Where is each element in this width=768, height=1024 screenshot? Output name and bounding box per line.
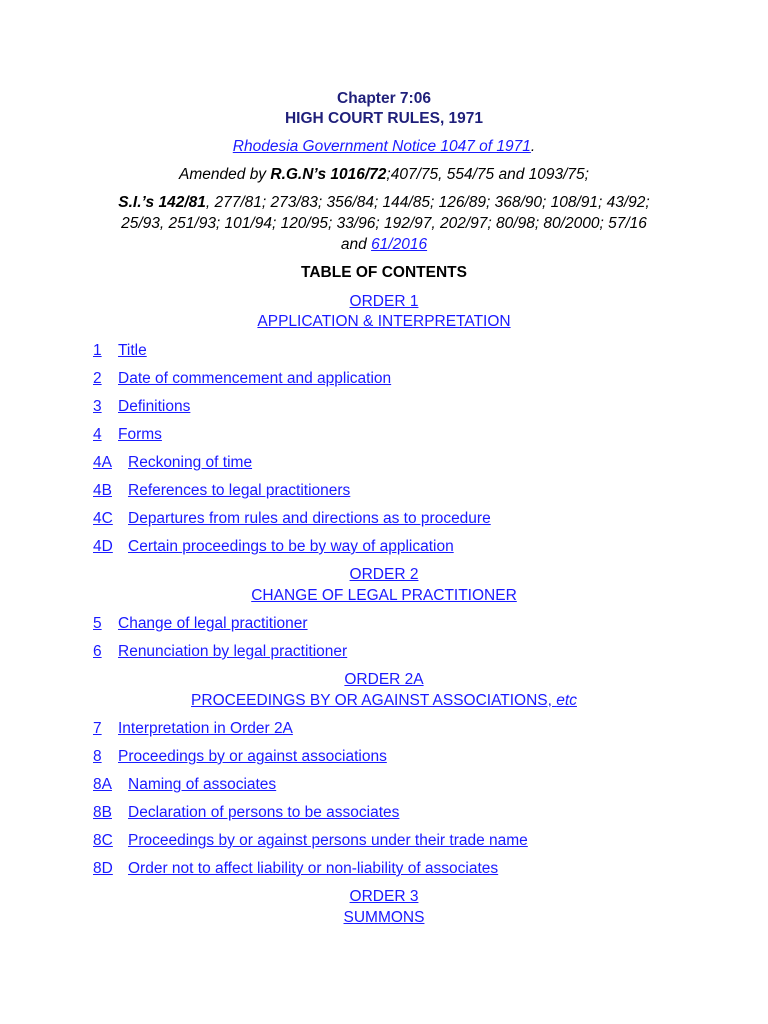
- toc-item-number[interactable]: 4B: [93, 482, 112, 499]
- order-2-link[interactable]: ORDER 2: [349, 566, 419, 583]
- toc-item: [93, 860, 499, 878]
- toc-item-title[interactable]: Declaration of persons to be associates: [128, 804, 400, 821]
- toc-item-title[interactable]: Certain proceedings to be by way of application: [128, 538, 454, 555]
- toc-item-number[interactable]: 8B: [93, 804, 112, 821]
- toc-item: [93, 776, 277, 794]
- toc-item-number[interactable]: 7: [93, 720, 102, 737]
- order-2a-title-etc: etc: [556, 692, 577, 709]
- order-2-title: [0, 587, 768, 605]
- toc-item: [93, 832, 528, 850]
- order-2a-title-link[interactable]: [191, 692, 577, 709]
- toc-item: [93, 342, 147, 360]
- order-3-title: [0, 909, 768, 927]
- toc-item-title[interactable]: Date of commencement and application: [118, 370, 392, 387]
- toc-item-number[interactable]: 8D: [93, 860, 113, 877]
- notice-link[interactable]: Rhodesia Government Notice 1047 of 1971: [232, 138, 531, 155]
- amended-rest: ;407/75, 554/75 and 1093/75;: [386, 166, 589, 183]
- toc-item-title[interactable]: Departures from rules and directions as to procedure: [128, 510, 491, 527]
- si-rest-1: , 277/81; 273/83; 356/84; 144/85; 126/89; 368/90; 108/91; 43/92;: [205, 194, 650, 211]
- si-bold: S.I.’s 142/81: [118, 194, 206, 211]
- toc-item: [93, 720, 293, 738]
- toc-item-number[interactable]: 3: [93, 398, 102, 415]
- toc-item: [93, 426, 162, 444]
- toc-item-number[interactable]: 4: [93, 426, 102, 443]
- chapter-number: Chapter 7:06: [337, 90, 431, 107]
- toc-item: [93, 510, 491, 528]
- toc-item-number[interactable]: 1: [93, 342, 102, 359]
- toc-item-number[interactable]: 6: [93, 643, 102, 660]
- toc-item: [93, 454, 253, 472]
- toc-item: [93, 482, 351, 500]
- toc-item-title[interactable]: Definitions: [118, 398, 191, 415]
- toc-item: [93, 398, 191, 416]
- si-line-1: [0, 194, 768, 212]
- toc-item-number[interactable]: 8A: [93, 776, 112, 793]
- document-title: HIGH COURT RULES, 1971: [284, 110, 484, 127]
- toc-item: [93, 538, 454, 556]
- toc-item-title[interactable]: Reckoning of time: [128, 454, 253, 471]
- toc-item-title[interactable]: Renunciation by legal practitioner: [118, 643, 348, 660]
- toc-item-number[interactable]: 5: [93, 615, 102, 632]
- order-1-title-link[interactable]: APPLICATION & INTERPRETATION: [257, 313, 511, 330]
- toc-item-title[interactable]: Interpretation in Order 2A: [118, 720, 293, 737]
- toc-item: [93, 643, 348, 661]
- order-3-link[interactable]: ORDER 3: [349, 888, 419, 905]
- toc-item-number[interactable]: 8C: [93, 832, 113, 849]
- notice-line: [0, 138, 768, 156]
- toc-item-title[interactable]: Proceedings by or against persons under their trade name: [128, 832, 528, 849]
- order-2-title-link[interactable]: CHANGE OF LEGAL PRACTITIONER: [251, 587, 517, 604]
- order-1-label: [0, 293, 768, 311]
- toc-item-title[interactable]: Naming of associates: [128, 776, 277, 793]
- toc-item-title[interactable]: Title: [118, 342, 147, 359]
- order-2a-label: [0, 671, 768, 689]
- toc-item-number[interactable]: 2: [93, 370, 102, 387]
- toc-item-number[interactable]: 8: [93, 748, 102, 765]
- notice-suffix: .: [530, 138, 536, 155]
- si-and: and: [340, 236, 372, 253]
- toc-item-title[interactable]: Proceedings by or against associations: [118, 748, 387, 765]
- order-3-label: [0, 888, 768, 906]
- toc-item: [93, 804, 400, 822]
- order-2-label: [0, 566, 768, 584]
- toc-item: [93, 370, 392, 388]
- order-3-title-link[interactable]: SUMMONS: [343, 909, 425, 926]
- amended-prefix: Amended by: [179, 166, 271, 183]
- order-1-title: [0, 313, 768, 331]
- toc-item-title[interactable]: Forms: [118, 426, 162, 443]
- order-1-link[interactable]: ORDER 1: [349, 293, 419, 310]
- toc-heading: TABLE OF CONTENTS: [301, 264, 467, 281]
- toc-item: [93, 748, 387, 766]
- toc-item-title[interactable]: Order not to affect liability or non-liability of associates: [128, 860, 499, 877]
- si-line-3: [0, 236, 768, 254]
- toc-item-number[interactable]: 4A: [93, 454, 112, 471]
- si-last-link[interactable]: 61/2016: [371, 236, 428, 253]
- toc-item: [93, 615, 308, 633]
- toc-item-number[interactable]: 4D: [93, 538, 113, 555]
- amended-line: [0, 166, 768, 184]
- toc-item-title[interactable]: Change of legal practitioner: [118, 615, 308, 632]
- toc-item-title[interactable]: References to legal practitioners: [128, 482, 351, 499]
- order-2a-title: [0, 692, 768, 710]
- si-line-2: 25/93, 251/93; 101/94; 120/95; 33/96; 192/97, 202/97; 80/98; 80/2000; 57/16: [121, 215, 647, 232]
- order-2a-link[interactable]: ORDER 2A: [344, 671, 424, 688]
- order-2a-title-text: PROCEEDINGS BY OR AGAINST ASSOCIATIONS,: [191, 692, 557, 709]
- amended-rgn: R.G.N’s 1016/72: [270, 166, 387, 183]
- toc-item-number[interactable]: 4C: [93, 510, 113, 527]
